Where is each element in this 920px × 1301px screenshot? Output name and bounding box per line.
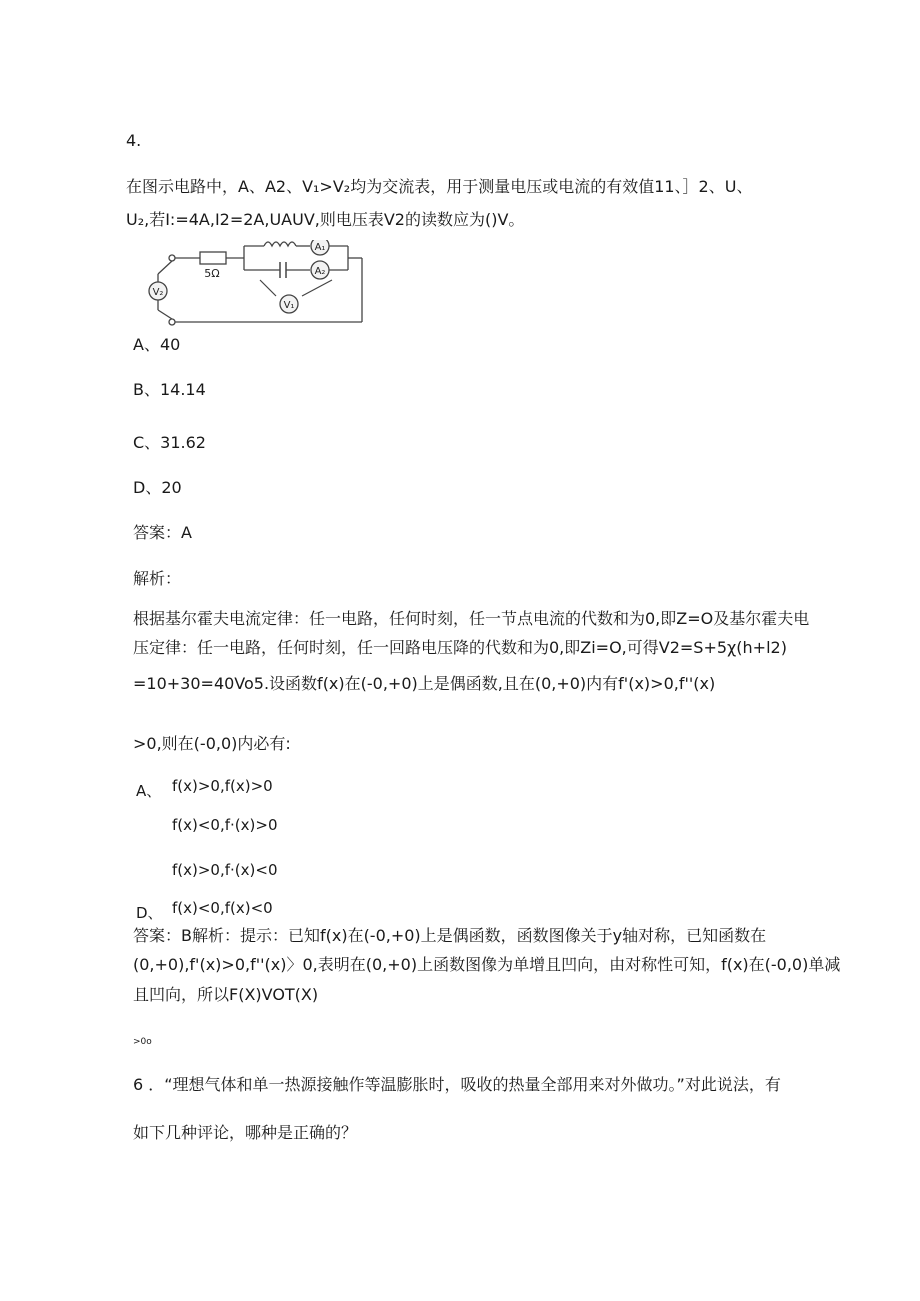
- question-5-answer-line2: (0,+0),f'(x)>0,f''(x)〉0,表明在(0,+0)上函数图像为单增且凹向，由对称性可知，f(x)在(-0,0)单减: [133, 955, 841, 974]
- question-4-option-b: B、14.14: [133, 380, 206, 399]
- question-6-line2: 如下几种评论，哪种是正确的？: [133, 1123, 358, 1142]
- question-5-answer-line3: 且凹向，所以F(X)VOT(X): [133, 985, 319, 1004]
- question-4-option-d: D、20: [133, 478, 182, 497]
- question-5-option-a-label: A、: [136, 782, 162, 800]
- question-5-option-d-label: D、: [136, 904, 163, 922]
- circuit-diagram: [148, 240, 378, 332]
- question-4-analysis-line3: =10+30=40Vo5.设函数f(x)在(-0,+0)上是偶函数,且在(0,+0)内有f'(x)>0,f''(x): [133, 674, 716, 693]
- question-4-option-c: C、31.62: [133, 433, 206, 452]
- question-4-analysis-line1: 根据基尔霍夫电流定律：任一电路，任何时刻，任一节点电流的代数和为0,即Z=O及基尔霍夫电: [133, 609, 810, 628]
- question-4-analysis-label: 解析：: [133, 569, 182, 588]
- question-4-number: 4.: [126, 131, 142, 150]
- resistor-label: 5Ω: [204, 267, 220, 280]
- ammeter-a1-label: A₁: [314, 242, 326, 253]
- question-4-option-a: A、40: [133, 335, 181, 354]
- question-4-answer: 答案：A: [133, 523, 192, 542]
- question-5-answer-line1: 答案：B解析：提示：已知f(x)在(-0,+0)上是偶函数，函数图像关于y轴对称，已知函数在: [133, 926, 767, 945]
- question-5-option-d-text: f(x)<0,f(x)<0: [172, 899, 273, 917]
- question-4-analysis-line2: 压定律：任一电路，任何时刻，任一回路电压降的代数和为0,即Zi=O,可得V2=S+5χ(h+l2): [133, 638, 787, 657]
- question-4-stem-line1: 在图示电路中，A、A2、V₁>V₂均为交流表，用于测量电压或电流的有效值11、］2、U、: [126, 177, 753, 196]
- question-5-option-c-text: f(x)>0,f·(x)<0: [172, 861, 278, 879]
- voltmeter-v2-label: V₂: [152, 287, 164, 298]
- question-5-option-a-text: f(x)>0,f(x)>0: [172, 777, 273, 795]
- voltmeter-v1-label: V₁: [283, 300, 295, 311]
- question-5-small-note: >0o: [133, 1037, 152, 1047]
- question-5-option-b-text: f(x)<0,f·(x)>0: [172, 816, 278, 834]
- resistor-icon: [200, 252, 226, 264]
- ammeter-a2-label: A₂: [314, 266, 326, 277]
- question-4-analysis-line4: >0,则在(-0,0)内必有:: [133, 734, 291, 753]
- question-6-line1: 6 ．“理想气体和单一热源接触作等温膨胀时，吸收的热量全部用来对外做功。”对此说法，有: [133, 1075, 781, 1094]
- question-4-stem-line2: U₂,若I:=4A,I2=2A,UAUV,则电压表V2的读数应为()V。: [126, 210, 525, 229]
